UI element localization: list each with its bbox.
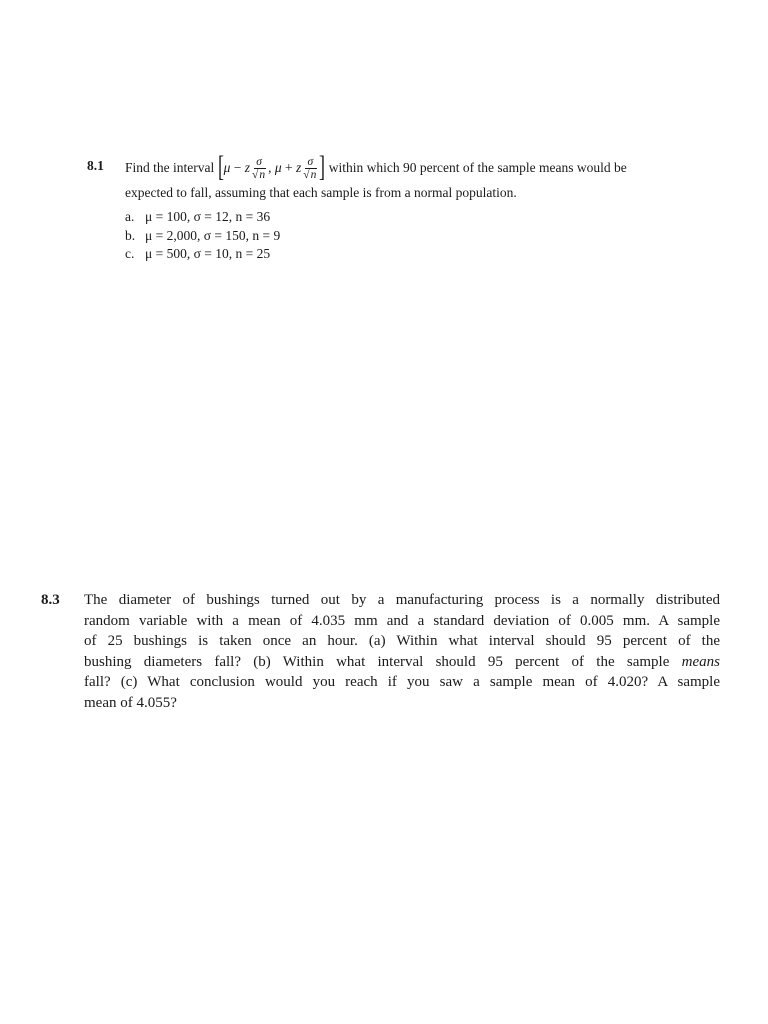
part-label: a. bbox=[125, 209, 135, 224]
plus-sign: + bbox=[281, 160, 296, 175]
part-text: μ = 100, σ = 12, n = 36 bbox=[145, 209, 271, 224]
statement-line: random variable with a mean of 4.035 mm and a standard deviation of 0.005 mm. A sample bbox=[84, 612, 720, 629]
list-item bbox=[125, 227, 280, 246]
problem-8-3-statement bbox=[84, 590, 720, 713]
mu-symbol: μ bbox=[271, 160, 282, 175]
part-text: μ = 500, σ = 10, n = 25 bbox=[145, 246, 271, 261]
problem-8-1-parts-list bbox=[125, 208, 280, 264]
z-symbol: z bbox=[296, 160, 302, 175]
minus-sign: − bbox=[230, 160, 245, 175]
comma: , bbox=[268, 160, 272, 175]
sigma-over-root-n-fraction bbox=[251, 156, 267, 181]
open-bracket: [ bbox=[217, 150, 224, 183]
statement-line: of 25 bushings is taken once an hour. (a) Within what interval should 95 percent of the bbox=[84, 633, 720, 649]
part-text: μ = 2,000, σ = 150, n = 9 bbox=[145, 227, 281, 243]
emphasized-word: means bbox=[681, 653, 720, 670]
sigma-symbol: σ bbox=[307, 155, 314, 168]
problem-8-1-statement-line-2: expected to fall, assuming that each sample is from a normal population. bbox=[125, 185, 517, 200]
statement-line: bushing diameters fall? (b) Within what interval should 95 percent of the sample means bbox=[84, 653, 720, 670]
problem-number: 8.3 bbox=[41, 592, 60, 608]
problem-8-1-statement-line-1 bbox=[125, 150, 627, 186]
sigma-symbol: σ bbox=[256, 155, 262, 168]
z-symbol: z bbox=[244, 160, 251, 175]
mu-symbol: μ bbox=[223, 160, 231, 175]
part-label: b. bbox=[125, 227, 136, 243]
statement-line: fall? (c) What conclusion would you reach if you saw a sample mean of 4.020? A sample bbox=[84, 674, 720, 690]
root-n: √n bbox=[252, 168, 266, 181]
statement-continuation: within which 90 percent of the sample means would be bbox=[328, 160, 627, 175]
statement-line: The diameter of bushings turned out by a manufacturing process is a normally distributed bbox=[84, 592, 720, 608]
part-label: c. bbox=[125, 246, 135, 261]
root-n: √n bbox=[303, 168, 317, 181]
list-item bbox=[125, 208, 280, 227]
list-item bbox=[125, 245, 280, 264]
close-bracket: ] bbox=[319, 150, 326, 183]
sigma-over-root-n-fraction bbox=[302, 156, 318, 181]
problem-number: 8.1 bbox=[87, 158, 104, 173]
statement-line: mean of 4.055? bbox=[84, 694, 177, 711]
intro-text: Find the interval bbox=[125, 160, 215, 175]
